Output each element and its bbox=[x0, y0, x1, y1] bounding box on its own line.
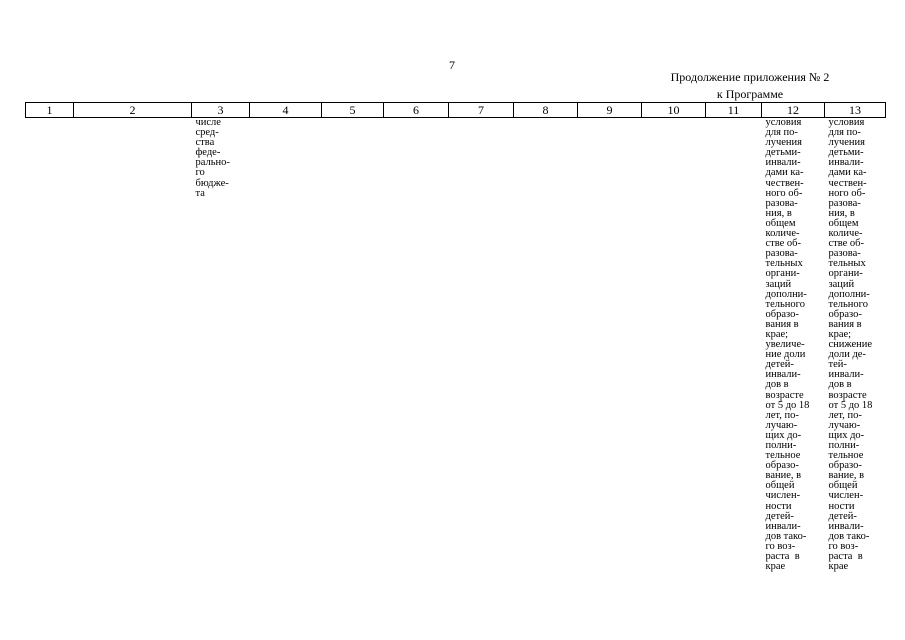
program-table bbox=[25, 102, 886, 572]
column-header: 2 bbox=[74, 103, 192, 118]
table-cell bbox=[250, 118, 322, 573]
column-header: 4 bbox=[250, 103, 322, 118]
column-header: 10 bbox=[642, 103, 706, 118]
page-number: 7 bbox=[449, 58, 455, 72]
column-header: 3 bbox=[192, 103, 250, 118]
table-cell bbox=[322, 118, 384, 573]
table-cell-indicator-13 bbox=[825, 118, 886, 573]
column-header: 11 bbox=[706, 103, 762, 118]
table-cell-funding-source bbox=[192, 118, 250, 573]
column-header: 1 bbox=[26, 103, 74, 118]
table-cell bbox=[26, 118, 74, 573]
table-cell bbox=[384, 118, 449, 573]
appendix-subtitle: к Программе bbox=[716, 87, 784, 101]
table-cell bbox=[706, 118, 762, 573]
table-cell bbox=[514, 118, 578, 573]
table-row bbox=[26, 118, 886, 573]
table-cell bbox=[449, 118, 514, 573]
column-header: 8 bbox=[514, 103, 578, 118]
table-cell-indicator-12 bbox=[762, 118, 825, 573]
cell-text: числе сред- ства феде- рально- го бюдже- та bbox=[195, 117, 230, 199]
table-cell bbox=[74, 118, 192, 573]
column-header: 5 bbox=[322, 103, 384, 118]
column-header: 9 bbox=[578, 103, 642, 118]
column-header: 6 bbox=[384, 103, 449, 118]
cell-text: условия для по- лучения детьми- инвали- дами ка- чествен- ного об- разова- ния, в общем количе- стве об- разова- тельных органи- заций дополни- тельного образо- вания в крае; снижение доли де- тей- инвали- дов в возрасте от 5 до 18 лет, по- лучаю- щих до- полни- тельное образо- вание, в общей числен- ности детей- инвали- дов тако- го воз- раста в крае bbox=[828, 117, 873, 573]
column-header: 13 bbox=[825, 103, 886, 118]
appendix-title: Продолжение приложения № 2 bbox=[670, 70, 830, 84]
table-cell bbox=[578, 118, 642, 573]
column-header: 12 bbox=[762, 103, 825, 118]
table-cell bbox=[642, 118, 706, 573]
column-header: 7 bbox=[449, 103, 514, 118]
column-number-row bbox=[26, 103, 886, 118]
cell-text: условия для по- лучения детьми- инвали- дами ка- чествен- ного об- разова- ния, в общем количе- стве об- разова- тельных органи- заций дополни- тельного образо- вания в крае; увеличе- ние доли детей- инвали- дов в возрасте от 5 до 18 лет, по- лучаю- щих до- полни- тельное образо- вание, в общей числен- ности детей- инвали- дов тако- го воз- раста в крае bbox=[765, 117, 810, 573]
